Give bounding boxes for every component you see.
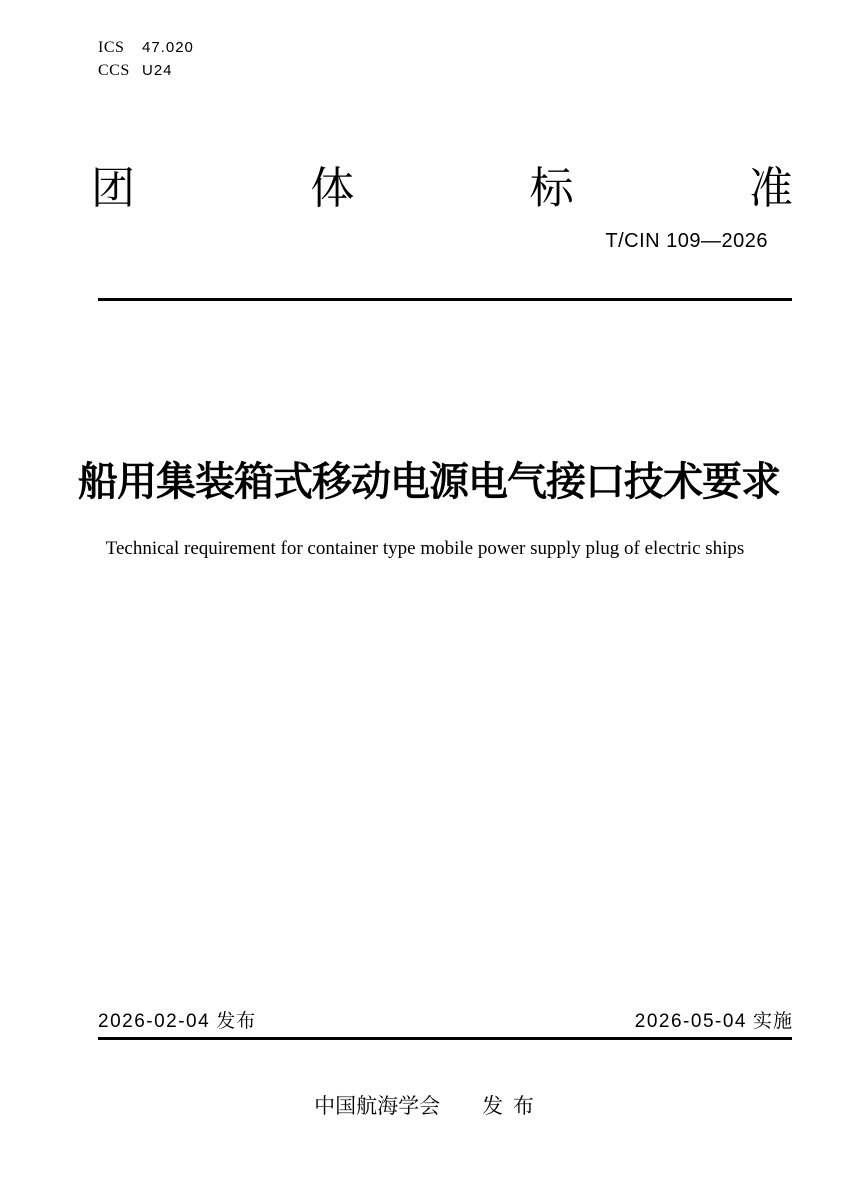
issue-date-value: 2026-02-04 [98, 1011, 211, 1032]
bottom-rule [98, 1037, 792, 1040]
document-title-english: Technical requirement for container type mobile power supply plug of electric ships [105, 538, 745, 559]
implementation-date-value: 2026-05-04 [634, 1011, 747, 1032]
ics-value: 47.020 [142, 39, 194, 56]
ics-label: ICS [98, 39, 125, 56]
standard-type-char-4: 准 [748, 164, 793, 213]
dates-row [98, 1012, 793, 1033]
ccs-label: CCS [98, 62, 130, 79]
standard-type-masthead [91, 164, 793, 213]
standard-number: T/CIN 109—2026 [605, 230, 768, 252]
standard-type-char-2: 体 [310, 164, 355, 213]
standard-type-char-1: 团 [91, 164, 135, 213]
issue-date-item [98, 1012, 256, 1033]
standard-type-char-3: 标 [529, 164, 574, 213]
ccs-code-row [98, 59, 194, 82]
classification-codes [98, 36, 194, 82]
implementation-date-label: 实施 [752, 1011, 793, 1032]
publisher-name: 中国航海学会 [314, 1095, 441, 1118]
ccs-value: U24 [142, 62, 173, 79]
document-title-chinese: 船用集装箱式移动电源电气接口技术要求 [78, 460, 780, 504]
top-rule [98, 298, 792, 301]
issue-date-label: 发布 [216, 1011, 257, 1032]
ics-code-row [98, 36, 194, 59]
publish-action-label: 发 布 [482, 1095, 536, 1118]
publisher-row [0, 1095, 850, 1118]
implementation-date-item [635, 1012, 793, 1033]
